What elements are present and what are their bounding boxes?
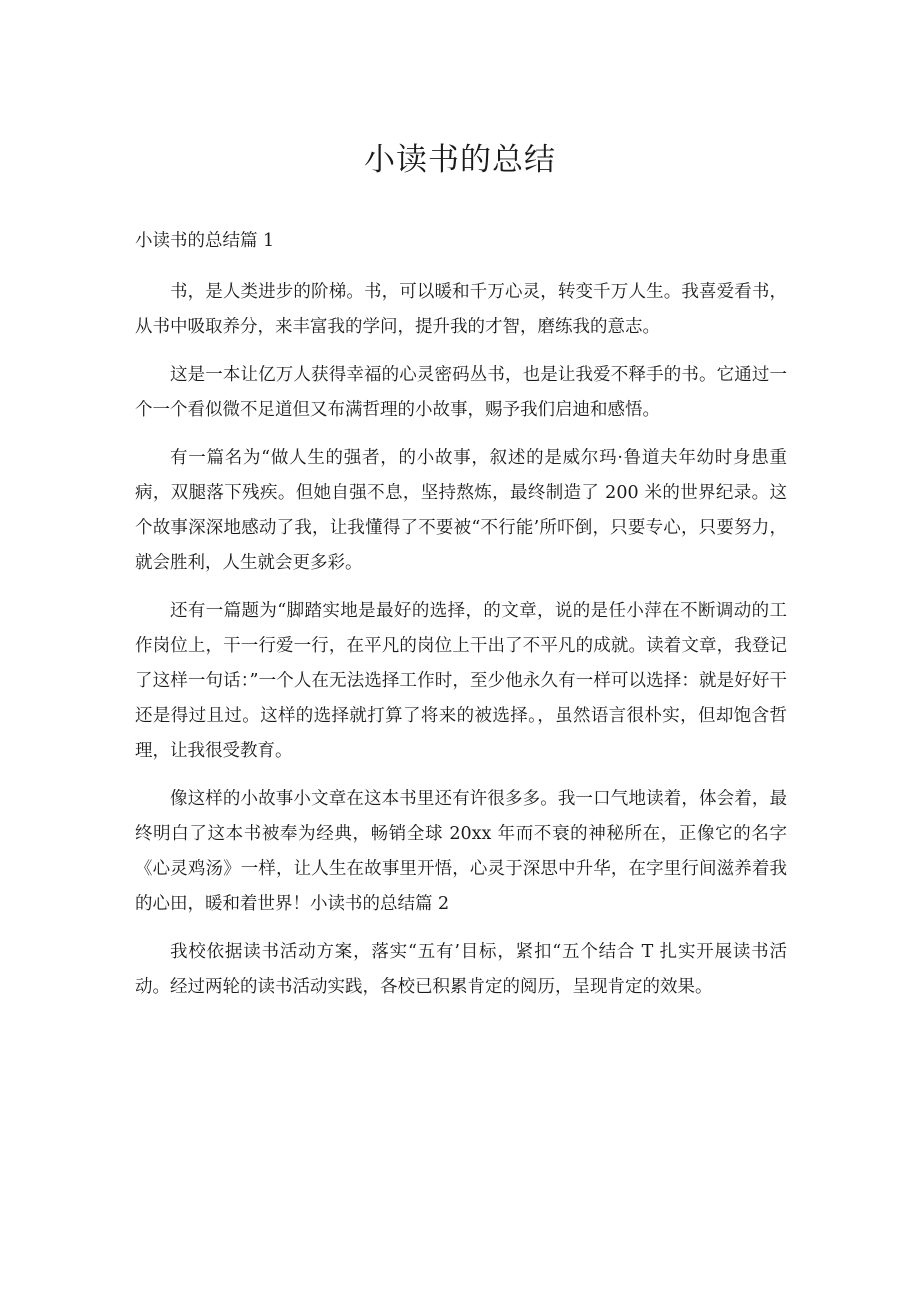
body-paragraph: 像这样的小故事小文章在这本书里还有许很多多。我一口气地读着，体会着，最终明白了这本书被奉为经典，畅销全球 20xx 年而不衰的神秘所在，正像它的名字《心灵鸡汤》一样，让人生在故事里开悟，心灵于深思中升华，在字里行间滋养着我的心田，暖和着世界！小读书的总结篇 2	[135, 789, 787, 914]
document-title: 小读书的总结	[364, 142, 556, 178]
section-heading: 小读书的总结篇 1	[135, 231, 275, 251]
body-paragraph: 我校依据读书活动方案，落实“五有’目标，紧扣“五个结合 T 扎实开展读书活动。经过两轮的读书活动实践，各校已积累肯定的阅历，呈现肯定的效果。	[135, 942, 787, 997]
document-body	[135, 224, 787, 1018]
body-paragraph: 有一篇名为“做人生的强者，的小故事，叙述的是威尔玛·鲁道夫年幼时身患重病，双腿落下残疾。但她自强不息，坚持熬炼，最终制造了 200 米的世界纪录。这个故事深深地感动了我，让我懂得了不要被“不行能’所吓倒，只要专心，只要努力，就会胜利，人生就会更多彩。	[135, 448, 787, 573]
body-paragraph: 还有一篇题为“脚踏实地是最好的选择，的文章，说的是任小萍在不断调动的工作岗位上，干一行爱一行，在平凡的岗位上干出了不平凡的成就。读着文章，我登记了这样一句话：”一个人在无法选择工作时，至少他永久有一样可以选择：就是好好干还是得过且过。这样的选择就打算了将来的被选择。，虽然语言很朴实，但却饱含哲理，让我很受教育。	[135, 601, 787, 761]
body-paragraph: 这是一本让亿万人获得幸福的心灵密码丛书，也是让我爱不释手的书。它通过一个一个看似微不足道但又布满哲理的小故事，赐予我们启迪和感悟。	[135, 365, 787, 420]
body-paragraph: 书，是人类进步的阶梯。书，可以暖和千万心灵，转变千万人生。我喜爱看书，从书中吸取养分，来丰富我的学问，提升我的才智，磨练我的意志。	[135, 282, 787, 337]
